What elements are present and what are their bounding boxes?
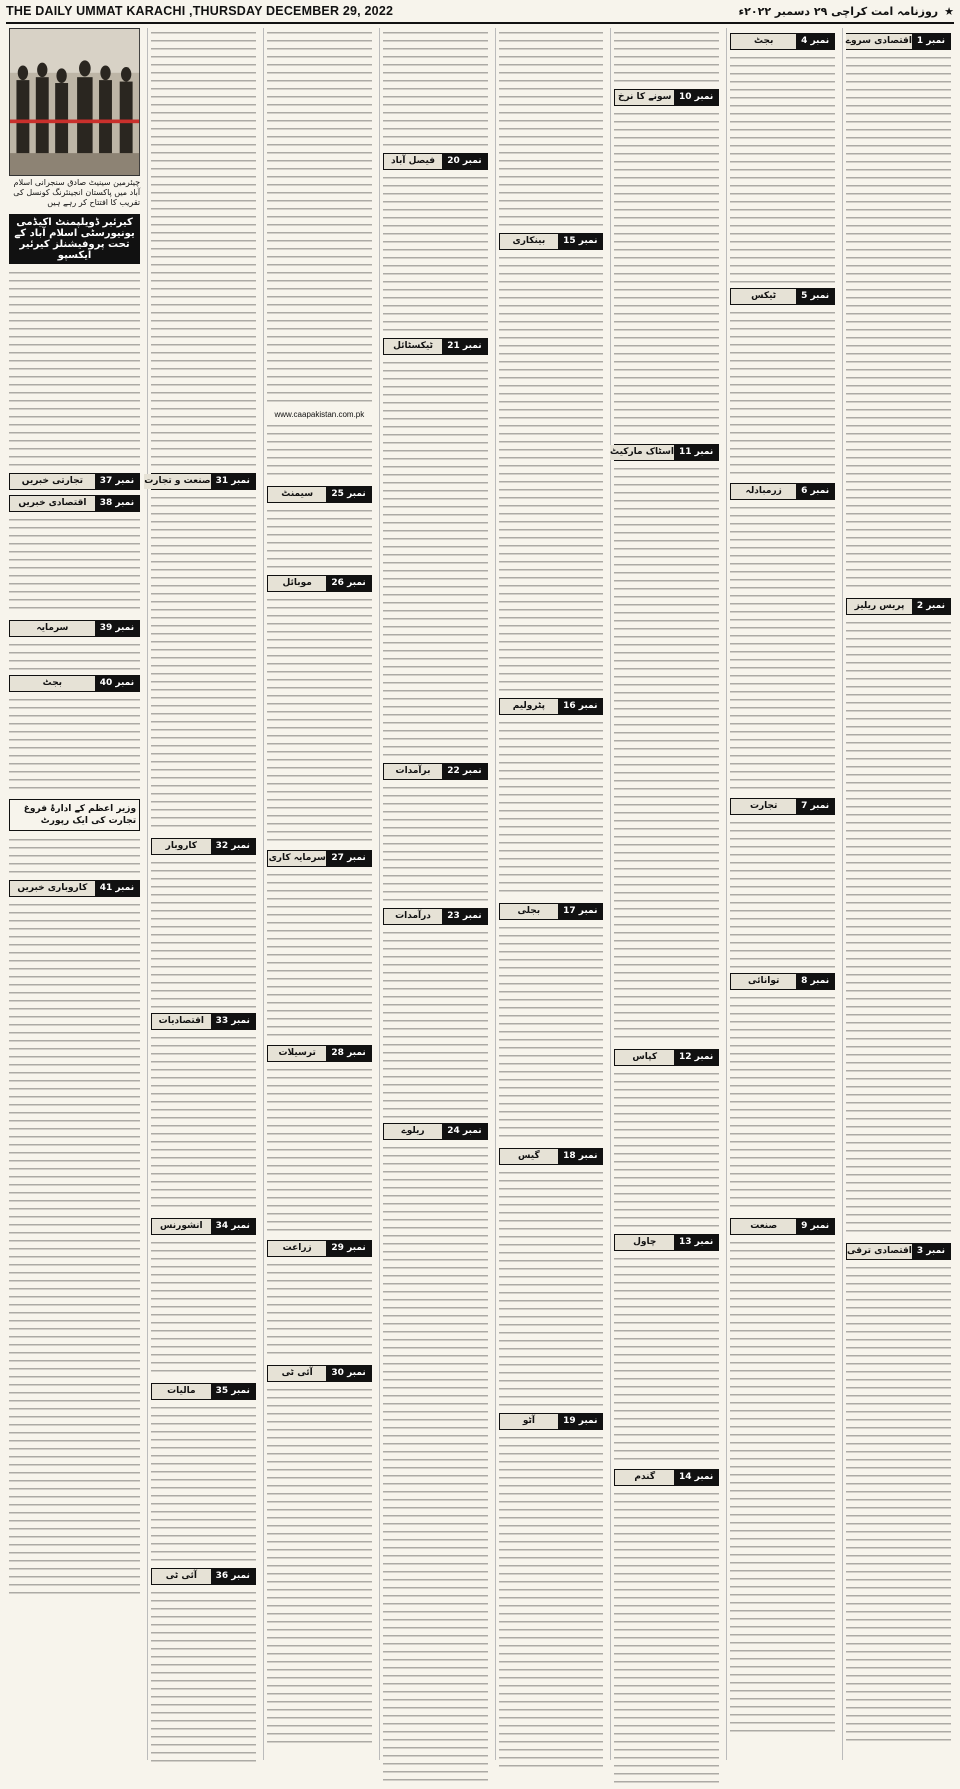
section-header [730, 483, 835, 500]
article-body [267, 1260, 372, 1360]
section-header [499, 233, 604, 250]
ribbon-cutting-photo-icon [10, 29, 139, 175]
section-title: پٹرولیم [500, 699, 558, 714]
section-header [267, 1045, 372, 1062]
column-8 [6, 28, 143, 1760]
section-header [614, 89, 719, 106]
column-2 [726, 28, 838, 1760]
section-number: نمبر 33 [211, 1014, 255, 1029]
section-header [846, 33, 951, 50]
section-title: گیس [500, 1149, 558, 1164]
article-body [267, 870, 372, 1040]
headline-banner: کیرئیر ڈویلپمنٹ اکیڈمی یونیورسٹی اسلام آباد کے تحت پروفیشنلز کیرئیر ایکسپو [9, 214, 140, 264]
section-header [9, 620, 140, 637]
article-body [846, 53, 951, 593]
column-4 [495, 28, 607, 1760]
section-title: آٹو [500, 1414, 558, 1429]
article-body [614, 1489, 719, 1789]
column-1 [842, 28, 954, 1760]
article-body [383, 358, 488, 758]
article-body [9, 515, 140, 615]
section-number: نمبر 12 [674, 1050, 718, 1065]
section-title: ریلوے [384, 1124, 442, 1139]
masthead-urdu-text: روزنامہ امت کراچی ۲۹ دسمبر ۲۰۲۲ء [738, 4, 939, 18]
section-title: درآمدات [384, 909, 442, 924]
section-number: نمبر 3 [912, 1244, 950, 1259]
column-5 [379, 28, 491, 1760]
article-body [383, 173, 488, 333]
section-number: نمبر 13 [674, 1235, 718, 1250]
article-body [614, 109, 719, 439]
section-number: نمبر 8 [796, 974, 834, 989]
section-number: نمبر 39 [95, 621, 139, 636]
article-body [730, 308, 835, 478]
article-body [499, 28, 604, 228]
section-header [383, 1123, 488, 1140]
section-number: نمبر 27 [326, 851, 370, 866]
section-title: موبائل [268, 576, 326, 591]
section-title: انشورنس [152, 1219, 210, 1234]
article-body [151, 858, 256, 1008]
section-header [730, 33, 835, 50]
section-header [9, 473, 140, 490]
section-title: کاروباری خبریں [10, 881, 95, 896]
article-body [267, 506, 372, 570]
article-body [614, 1254, 719, 1464]
article-body [499, 923, 604, 1143]
article-body [151, 1033, 256, 1213]
section-header [267, 1240, 372, 1257]
article-body [499, 718, 604, 898]
section-title: بجٹ [731, 34, 796, 49]
article-body [499, 253, 604, 693]
article-body [267, 595, 372, 845]
section-header [151, 1013, 256, 1030]
section-header [614, 1049, 719, 1066]
article-body [730, 993, 835, 1213]
section-title: کپاس [615, 1050, 673, 1065]
section-title: سرمایہ [10, 621, 95, 636]
section-number: نمبر 31 [211, 474, 255, 489]
article-body [846, 1263, 951, 1743]
news-photo [9, 28, 140, 176]
section-header [151, 1383, 256, 1400]
boxed-notice: وزیر اعظم کے ادارۂ فروغ تجارت کی ایک رپورٹ [9, 799, 140, 831]
section-number: نمبر 35 [211, 1384, 255, 1399]
section-number: نمبر 15 [558, 234, 602, 249]
section-title: اقتصادیات [152, 1014, 210, 1029]
section-number: نمبر 17 [558, 904, 602, 919]
article-body [151, 1403, 256, 1563]
section-title: ترسیلات [268, 1046, 326, 1061]
article-body [846, 618, 951, 1238]
section-number: نمبر 28 [326, 1046, 370, 1061]
website-url: www.caapakistan.com.pk [274, 410, 365, 419]
section-number: نمبر 16 [558, 699, 602, 714]
section-number: نمبر 18 [558, 1149, 602, 1164]
section-title: چاول [615, 1235, 673, 1250]
article-body [730, 1238, 835, 1738]
section-title: توانائی [731, 974, 796, 989]
section-header [151, 1568, 256, 1585]
column-6 [263, 28, 375, 1760]
section-title: اسٹاک مارکیٹ [610, 445, 674, 460]
section-number: نمبر 5 [796, 289, 834, 304]
section-header [730, 1218, 835, 1235]
section-title: کاروبار [152, 839, 210, 854]
section-title: ٹیکسٹائل [384, 339, 442, 354]
section-number: نمبر 6 [796, 484, 834, 499]
section-header [730, 288, 835, 305]
section-title: اقتصادی خبریں [10, 496, 95, 511]
section-header [383, 908, 488, 925]
article-body [730, 53, 835, 283]
section-number: نمبر 21 [442, 339, 486, 354]
article-body [9, 268, 140, 468]
section-number: نمبر 36 [211, 1569, 255, 1584]
article-body [267, 421, 372, 481]
section-header [499, 1148, 604, 1165]
section-number: نمبر 20 [442, 154, 486, 169]
photo-caption: چیئرمین سینیٹ صادق سنجرانی اسلام آباد میں پاکستان انجینئرنگ کونسل کی تقریب کا افتتاح کر رہے ہیں [13, 178, 141, 207]
columns-container [6, 28, 954, 1760]
section-header [151, 838, 256, 855]
masthead [6, 0, 954, 24]
section-title: مالیات [152, 1384, 210, 1399]
article-body [499, 1433, 604, 1773]
section-header [383, 153, 488, 170]
section-header [614, 1234, 719, 1251]
section-number: نمبر 30 [326, 1366, 370, 1381]
section-number: نمبر 29 [326, 1241, 370, 1256]
article-body [730, 503, 835, 793]
section-title: تجارتی خبریں [10, 474, 95, 489]
article-body [9, 900, 140, 1600]
section-title: اقتصادی سروے [846, 34, 912, 49]
article-body [614, 464, 719, 1044]
article-body [9, 695, 140, 795]
section-header [499, 903, 604, 920]
article-body [499, 1168, 604, 1408]
section-title: صنعت و تجارت [144, 474, 210, 489]
section-number: نمبر 10 [674, 90, 718, 105]
article-body [151, 28, 256, 468]
article-body [151, 493, 256, 833]
article-body [614, 1069, 719, 1229]
section-header [144, 473, 256, 490]
section-header [383, 763, 488, 780]
section-number: نمبر 38 [95, 496, 139, 511]
column-3 [610, 28, 722, 1760]
article-body [267, 28, 372, 408]
article-body [9, 835, 140, 875]
section-title: زرمبادلہ [731, 484, 796, 499]
section-header [499, 1413, 604, 1430]
article-body [730, 818, 835, 968]
section-number: نمبر 11 [674, 445, 718, 460]
section-title: فیصل آباد [384, 154, 442, 169]
section-title: ٹیکس [731, 289, 796, 304]
article-body [267, 1385, 372, 1745]
article-body [383, 1143, 488, 1783]
section-header [730, 798, 835, 815]
section-header [267, 575, 372, 592]
section-header [610, 444, 719, 461]
section-header [614, 1469, 719, 1486]
section-title: آئی ٹی [268, 1366, 326, 1381]
article-body [614, 28, 719, 84]
section-number: نمبر 37 [95, 474, 139, 489]
section-title: تجارت [731, 799, 796, 814]
masthead-urdu-title [739, 5, 954, 18]
article-body [151, 1588, 256, 1768]
article-body [383, 783, 488, 903]
section-number: نمبر 19 [558, 1414, 602, 1429]
section-number: نمبر 23 [442, 909, 486, 924]
section-header [267, 850, 372, 867]
section-number: نمبر 41 [95, 881, 139, 896]
section-number: نمبر 25 [326, 487, 370, 502]
section-number: نمبر 4 [796, 34, 834, 49]
section-header [9, 880, 140, 897]
section-header [267, 486, 372, 503]
article-body [9, 640, 140, 670]
section-header [267, 1365, 372, 1382]
column-7 [144, 28, 259, 1760]
section-number: نمبر 1 [912, 34, 950, 49]
masthead-english-title: THE DAILY UMMAT KARACHI ,THURSDAY DECEMBER 29, 2022 [6, 4, 394, 18]
section-title: گندم [615, 1470, 673, 1485]
section-title: سرمایہ کاری [268, 851, 326, 866]
section-header [383, 338, 488, 355]
section-title: اقتصادی ترقی [847, 1244, 912, 1259]
section-title: پریس ریلیز [847, 599, 912, 614]
section-header [499, 698, 604, 715]
section-title: زراعت [268, 1241, 326, 1256]
section-number: نمبر 34 [211, 1219, 255, 1234]
section-number: نمبر 14 [674, 1470, 718, 1485]
section-title: برآمدات [384, 764, 442, 779]
article-body [151, 1238, 256, 1378]
section-title: سیمنٹ [268, 487, 326, 502]
section-title: سونے کا نرخ [615, 90, 673, 105]
section-header [151, 1218, 256, 1235]
section-number: نمبر 26 [326, 576, 370, 591]
section-header [9, 675, 140, 692]
section-header [9, 495, 140, 512]
section-title: بجلی [500, 904, 558, 919]
star-icon: ★ [944, 4, 954, 18]
section-number: نمبر 24 [442, 1124, 486, 1139]
article-body [383, 28, 488, 148]
section-title: صنعت [731, 1219, 796, 1234]
section-number: نمبر 7 [796, 799, 834, 814]
article-body [267, 1065, 372, 1235]
section-number: نمبر 32 [211, 839, 255, 854]
section-title: آئی ٹی [152, 1569, 210, 1584]
section-number: نمبر 2 [912, 599, 950, 614]
section-number: نمبر 22 [442, 764, 486, 779]
section-header [730, 973, 835, 990]
section-title: بینکاری [500, 234, 558, 249]
section-number: نمبر 40 [95, 676, 139, 691]
section-title: بجٹ [10, 676, 95, 691]
section-number: نمبر 9 [796, 1219, 834, 1234]
section-header [846, 598, 951, 615]
section-header [846, 1243, 951, 1260]
article-body [383, 928, 488, 1118]
